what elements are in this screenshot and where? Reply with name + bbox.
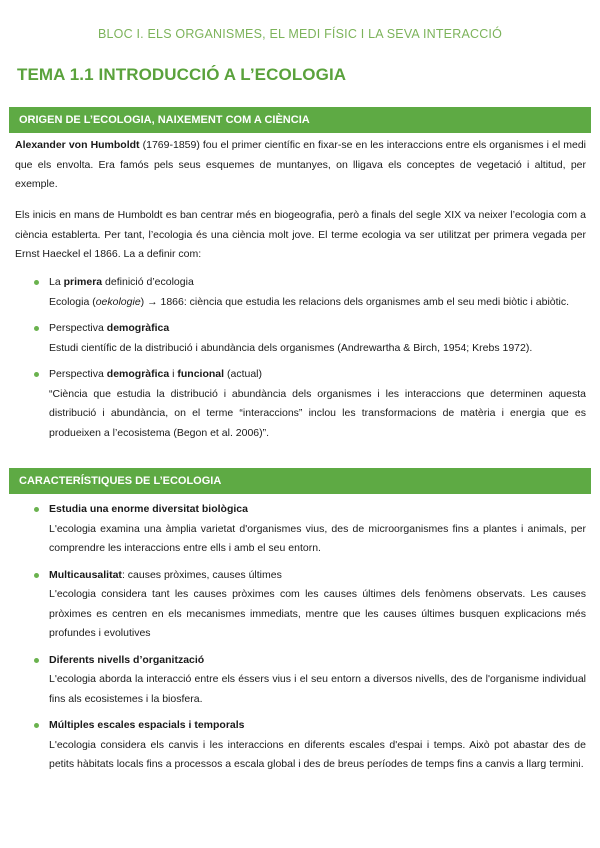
item-body: L'ecologia aborda la interacció entre els éssers vius i el seu entorn a diversos nivells, des de l'organisme individual fins als ecosistemes i la biosfera. xyxy=(49,673,586,705)
list-item xyxy=(0,500,600,559)
list-item xyxy=(0,273,600,312)
item-body: L'ecologia examina una àmplia varietat d'organismes vius, des de microorganismes fins a plantes i animals, per comprendre les interaccions entre ells i amb el seu entorn. xyxy=(49,522,586,554)
bullet-icon xyxy=(34,326,39,331)
item-title: Diferents nivells d’organització xyxy=(49,653,205,666)
item-title: Perspectiva demogràfica i funcional (actual) xyxy=(49,368,262,380)
paragraph-origins: Els inicis en mans de Humboldt es ban centrar més en biogeografia, però a finals del segle XIX va neixer l’ecologia com a ciència establerta. Per tant, l’ecologia és una ciència molt jove. El terme ecologia va ser utilitzat per primera vegada per Ernst Haeckel el 1866. La a definir com: xyxy=(15,209,586,260)
item-title: Múltiples escales espacials i temporals xyxy=(49,719,245,731)
item-body: L'ecologia considera tant les causes pròximes com les causes últimes dels fenòmens observats. Les causes pròximes es centren en els mecanismes immediats, mentre que les causes últimes busquen explicacions més profundes i evolutives xyxy=(49,588,586,639)
page-title: TEMA 1.1 INTRODUCCIÓ A L’ECOLOGIA xyxy=(17,65,347,84)
running-header: BLOC I. ELS ORGANISMES, EL MEDI FÍSIC I LA SEVA INTERACCIÓ xyxy=(97,27,503,41)
characteristics-list xyxy=(0,500,600,782)
humboldt-name: Alexander von Humboldt xyxy=(15,139,140,151)
list-item xyxy=(0,319,600,358)
item-title: La primera definició d’ecologia xyxy=(49,276,194,288)
item-body: L'ecologia considera els canvis i les interaccions en diferents escales d'espai i temps. Això pot abastar des de petits hàbitats locals fins a processos a escala global i des de breus períodes de temps fins a canvis a llarg termini. xyxy=(49,738,586,770)
list-item xyxy=(0,365,600,443)
bullet-icon xyxy=(34,573,39,578)
bullet-icon xyxy=(34,723,39,728)
list-item xyxy=(0,651,600,710)
bullet-icon xyxy=(34,507,39,512)
item-body: Estudi científic de la distribució i abundància dels organismes (Andrewartha & Birch, 1954; Krebs 1972). xyxy=(49,341,533,354)
humboldt-text: (1769-1859) fou el primer científic en fixar-se en les interaccions entre els organismes i el medi que els envolta. Era famós pels seus esquemes de muntanyes, on lligava els conceptes de vegetació i altitud, per exemple. xyxy=(15,139,587,190)
item-title: Estudia una enorme diversitat biològica xyxy=(49,503,248,515)
bullet-icon xyxy=(34,280,39,285)
section-heading-origin: ORIGEN DE L’ECOLOGIA, NAIXEMENT COM A CIÈNCIA xyxy=(9,107,591,133)
item-body: “Ciència que estudia la distribució i abundància dels organismes i les interaccions que determinen aquesta distribució i abundància, on el terme “interaccions” inclou les transformacions de matèria i energia que es produeixen a l’ecosistema (Begon et al. 2006)”. xyxy=(49,387,586,439)
item-title: Multicausalitat: causes pròximes, causes últimes xyxy=(49,568,282,581)
list-item xyxy=(0,716,600,775)
item-title: Perspectiva demogràfica xyxy=(49,322,170,334)
definitions-list xyxy=(0,273,600,450)
item-body: Ecologia (oekologie) → 1866: ciència que estudia les relacions dels organismes amb el seu medi biòtic i abiòtic. xyxy=(49,295,570,308)
bullet-icon xyxy=(34,372,39,377)
list-item xyxy=(0,566,600,644)
section-heading-characteristics: CARACTERÍSTIQUES DE L’ECOLOGIA xyxy=(9,468,591,494)
bullet-icon xyxy=(34,658,39,663)
paragraph-humboldt xyxy=(15,136,586,195)
